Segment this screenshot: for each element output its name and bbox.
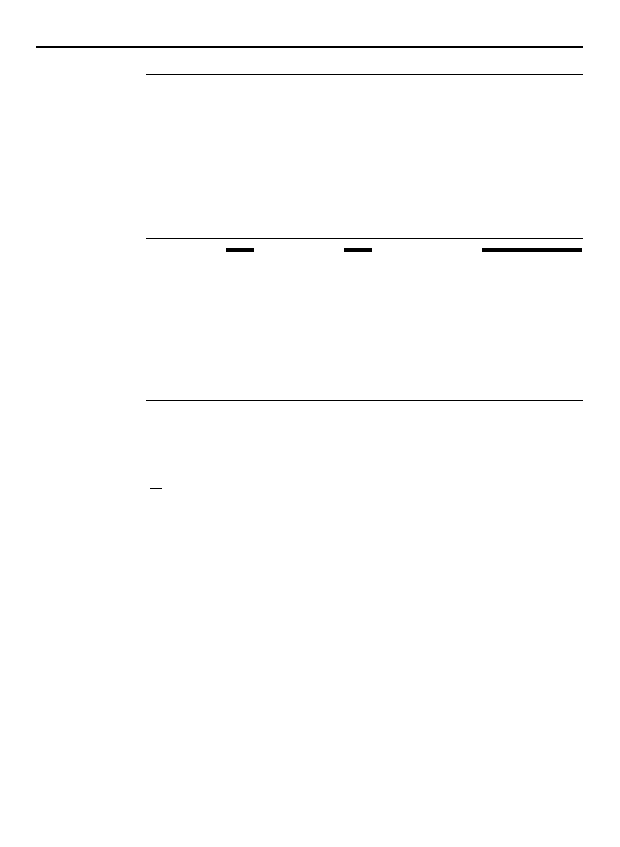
pie-charts [146,248,583,398]
chart-mid-rule [146,238,583,239]
side-article [36,75,132,81]
line-charts [146,88,583,238]
title-bar [344,248,372,252]
title-bar [482,248,582,252]
title-bar [226,248,254,252]
deck-dash [150,488,162,489]
main-deck-bold [150,480,360,497]
header-rule [36,46,583,48]
chart-top-rule [146,74,583,75]
chart-bottom-rule [146,400,583,401]
